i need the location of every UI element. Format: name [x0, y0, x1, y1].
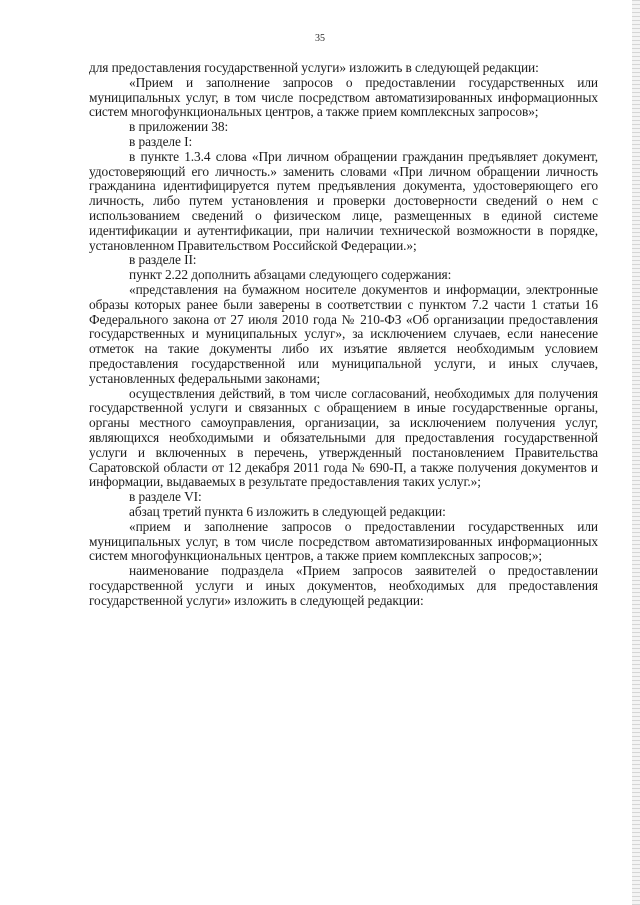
- paragraph: «представления на бумажном носителе документов и информации, электронные образы которых ранее были заверены в соответствии с пунктом 7.2 части 1 статьи 16 Федерального закона от 27 июля 2010 года № 210-ФЗ «Об организации предоставления государственных и муниципальных услуг», за исключением случаев, если нанесение отметок на такие документы либо их изъятие является необходимым условием предоставления государственной или муниципальной услуги, и иных случаев, установленных федеральными законами;: [89, 281, 598, 386]
- paragraph: «Прием и заполнение запросов о предоставлении государственных или муниципальных услуг, в том числе посредством автоматизированных информационных систем многофункциональных центров, а также прием комплексных запросов»;: [89, 74, 598, 120]
- paragraph: в пункте 1.3.4 слова «При личном обращении гражданин предъявляет документ, удостоверяющий его личность.» заменить словами «При личном обращении личность гражданина идентифицируется путем предъявления документа, удостоверяющего его личность, либо путем установления и проверки достоверности сведений о нем с использованием сведений о физическом лице, размещенных в единой системе идентификации и аутентификации, при наличии технической возможности в порядке, установленном Правительством Российской Федерации.»;: [89, 148, 598, 253]
- paragraph: для предоставления государственной услуги» изложить в следующей редакции:: [89, 60, 539, 75]
- page-number: 35: [315, 33, 325, 44]
- paragraph: пункт 2.22 дополнить абзацами следующего содержания:: [129, 267, 452, 283]
- paragraph: абзац третий пункта 6 изложить в следующей редакции:: [129, 503, 446, 519]
- paragraph: в разделе II:: [129, 252, 197, 268]
- paragraph: в разделе I:: [129, 133, 193, 149]
- paragraph: в разделе VI:: [129, 489, 202, 505]
- paragraph: «прием и заполнение запросов о предоставлении государственных или муниципальных услуг, в том числе посредством автоматизированных информационных систем многофункциональных центров, а также прием комплексных запросов;»;: [89, 518, 598, 564]
- paragraph: наименование подраздела «Прием запросов заявителей о предоставлении государственной услуги и иных документов, необходимых для предоставления государственной услуги» изложить в следующей редакции:: [89, 563, 598, 608]
- paragraph: осуществления действий, в том числе согласований, необходимых для получения государственной услуги и связанных с обращением в иные государственные органы, органы местного самоуправления, организации, за исключением получения услуг, являющихся необходимыми и обязательными для предоставления государственной услуги и включенных в перечень, утвержденный постановлением Правительства Саратовской области от 12 декабря 2011 года № 690-П, а также получения документов и информации, выдаваемых в результате предоставления таких услуг.»;: [89, 385, 598, 490]
- paragraph: в приложении 38:: [129, 119, 229, 135]
- scan-edge: [632, 0, 640, 905]
- document-body: [89, 61, 598, 608]
